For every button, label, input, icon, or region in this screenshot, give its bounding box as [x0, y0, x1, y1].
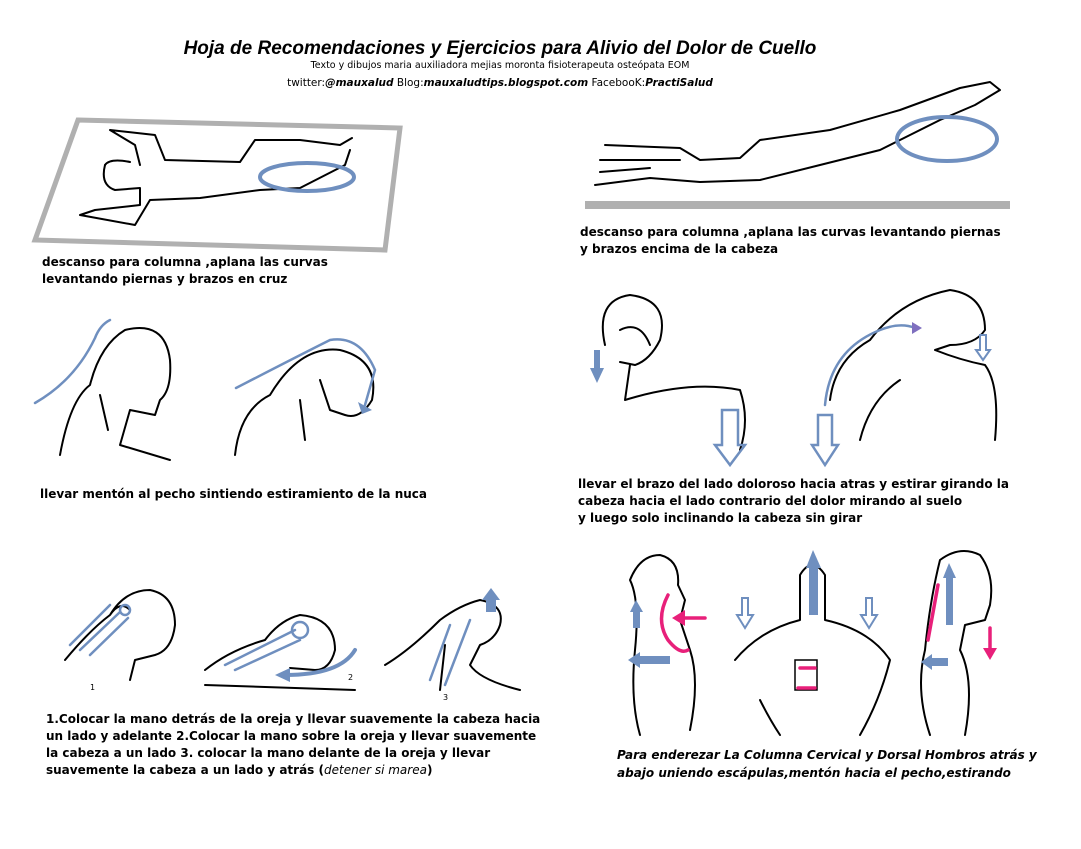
step-number-3: 3 [443, 693, 449, 702]
rotation-arrow [825, 325, 915, 405]
down-arrow-icon [976, 335, 990, 360]
caption-hand-steps [46, 711, 546, 779]
blog-link[interactable]: mauxaludtips.blogspot.com [423, 77, 589, 89]
figure-hand-steps [65, 588, 520, 702]
caption-chin-chest: llevar mentón al pecho sintiendo estiramiento de la nuca [40, 487, 427, 501]
twitter-label: twitter: [287, 77, 326, 89]
twitter-handle[interactable]: @mauxalud [325, 77, 394, 89]
caption-arm-back: llevar el brazo del lado doloroso hacia atras y estirar girando la cabeza hacia el lado contrario del dolor mirando al suelo y luego solo inclinando la cabeza sin girar [578, 477, 1010, 525]
blog-label: Blog: [393, 77, 424, 89]
figure-rest-cross [35, 120, 400, 250]
scapula-arrows [798, 668, 815, 688]
exercise-ring [897, 117, 997, 161]
down-arrow-icon [983, 648, 997, 660]
tilt-arrow [285, 650, 355, 675]
stretch-arrow [236, 339, 375, 405]
author-credits: Texto y dibujos maria auxiliadora mejias moronta fisioterapeuta osteópata EOM [310, 60, 690, 71]
down-arrow-icon [715, 410, 745, 465]
step-number-1: 1 [90, 683, 96, 692]
figure-arm-back [590, 290, 996, 465]
hand-steps-end: ) [426, 763, 433, 777]
facebook-link[interactable]: PractiSalud [645, 77, 713, 89]
down-arrow-icon [812, 415, 838, 465]
facebook-label: FacebooK: [588, 77, 646, 89]
up-arrow-icon [806, 550, 821, 568]
down-arrow-icon [737, 598, 753, 628]
hand-steps-text: 1.Colocar la mano detrás de la oreja y llevar suavemente la cabeza hacia un lado y adelante 2.Colocar la mano sobre la oreja y llevar suavemente la cabeza a un lado 3. colocar la mano delante de la oreja y llevar suavemente la cabeza a un lado y atrás ( [46, 712, 541, 777]
hand-steps-note: detener si marea [324, 763, 427, 777]
figure-rest-overhead [585, 82, 1010, 205]
down-arrow-icon [861, 598, 877, 628]
down-arrow-icon [590, 368, 604, 383]
up-arrow-icon [630, 600, 643, 612]
exercise-ring [260, 163, 354, 191]
caption-posture: Para enderezar La Columna Cervical y Dorsal Hombros atrás y abajo uniendo escápulas,mentón hacia el pecho,estirando [617, 748, 1037, 780]
page-title: Hoja de Recomendaciones y Ejercicios para Alivio del Dolor de Cuello [183, 38, 817, 59]
caption-rest-overhead: descanso para columna ,aplana las curvas levantando piernas y brazos encima de la cabeza [580, 225, 1001, 256]
figure-posture [628, 550, 997, 735]
up-arrow-icon [943, 563, 956, 578]
left-arrow-icon [672, 610, 685, 626]
step-number-2: 2 [348, 673, 354, 682]
figure-chin-chest [35, 320, 375, 460]
caption-rest-cross: descanso para columna ,aplana las curvas levantando piernas y brazos en cruz [42, 255, 328, 286]
